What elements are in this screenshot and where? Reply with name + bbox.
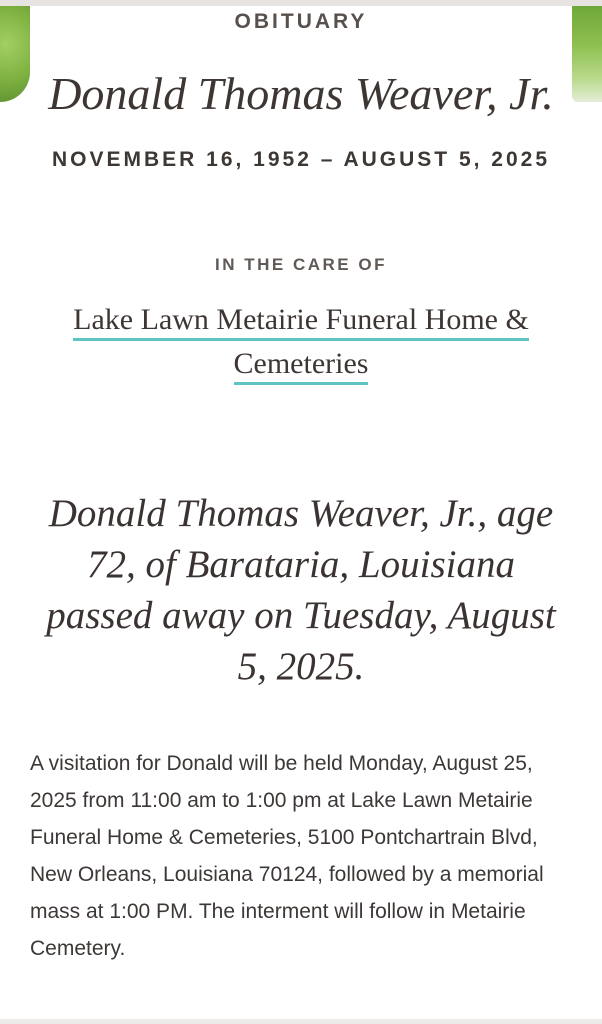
funeral-home-link[interactable]: Lake Lawn Metairie Funeral Home & Cemeteries xyxy=(73,303,529,385)
bottom-divider xyxy=(0,1019,602,1024)
leaf-decoration-right-icon xyxy=(572,6,602,102)
leaf-decoration-left-icon xyxy=(0,6,30,102)
obituary-lead: Donald Thomas Weaver, Jr., age 72, of Barataria, Louisiana passed away on Tuesday, August 5, 2025. xyxy=(46,492,556,688)
deceased-name: Donald Thomas Weaver, Jr. xyxy=(48,68,554,119)
care-label: IN THE CARE OF xyxy=(215,255,387,274)
top-strip xyxy=(0,0,602,6)
section-label: OBITUARY xyxy=(234,10,368,33)
funeral-home-container xyxy=(70,298,532,386)
obituary-body: A visitation for Donald will be held Monday, August 25, 2025 from 11:00 am to 1:00 pm at Lake Lawn Metairie Funeral Home & Cemeteries, 5100 Pontchartrain Blvd, New Orleans, Louisiana 70124, followed by a memorial mass at 1:00 PM. The interment will follow in Metairie Cemetery. xyxy=(30,752,544,960)
life-dates: NOVEMBER 16, 1952 – AUGUST 5, 2025 xyxy=(51,148,551,171)
